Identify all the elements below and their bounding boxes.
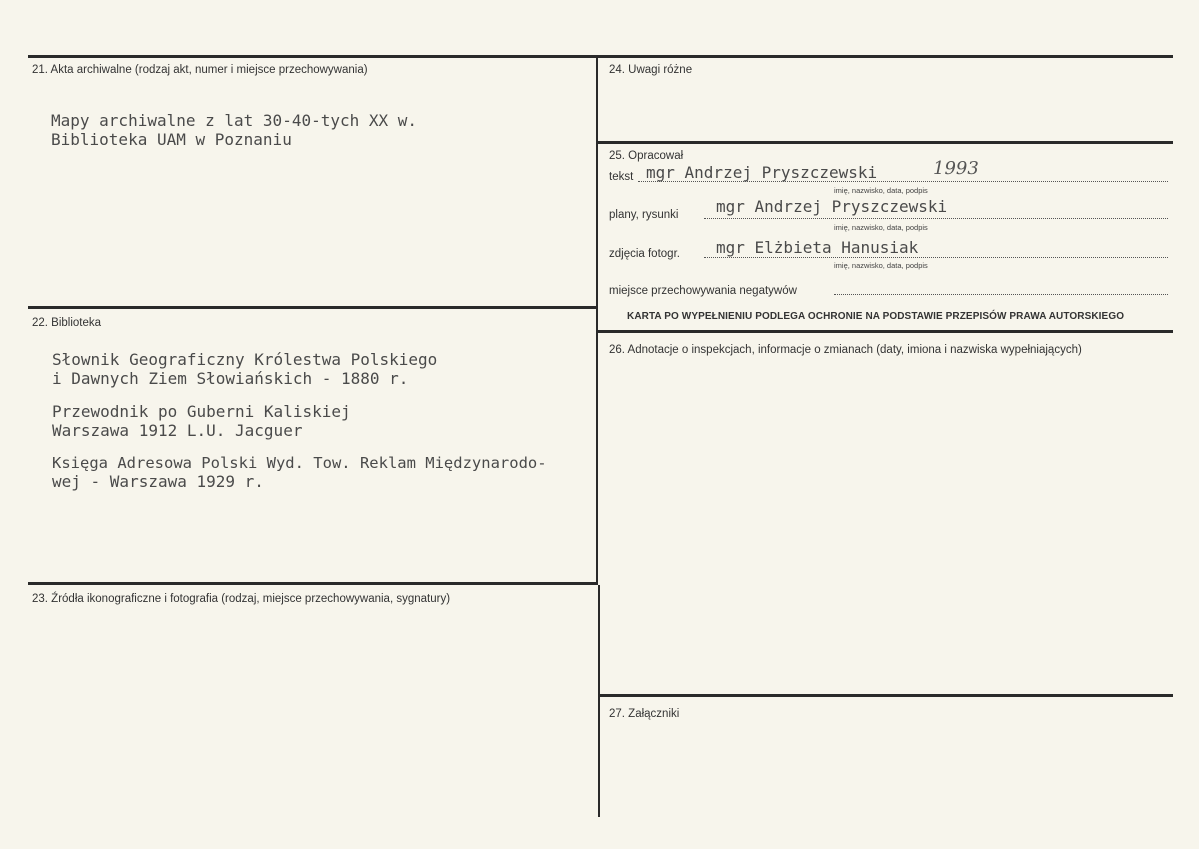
center-divider — [596, 57, 598, 585]
section-22-label: 22. Biblioteka — [32, 317, 102, 329]
divider-26-27 — [598, 694, 1173, 697]
plany-dotted-line — [704, 218, 1168, 219]
section-22-line-3: Przewodnik po Guberni Kaliskiej — [52, 402, 351, 421]
tekst-label: tekst — [609, 171, 634, 183]
divider-21-22 — [28, 306, 598, 309]
tekst-caption: imię, nazwisko, data, podpis — [834, 186, 928, 195]
zdjecia-value: mgr Elżbieta Hanusiak — [716, 238, 919, 257]
top-border — [28, 55, 1173, 58]
zdjecia-caption: imię, nazwisko, data, podpis — [834, 261, 928, 270]
negatywy-dotted-line — [834, 294, 1168, 295]
tekst-year: 1993 — [933, 158, 979, 179]
section-26-label: 26. Adnotacje o inspekcjach, informacje o zmianach (daty, imiona i nazwiska wypełniających) — [609, 344, 1082, 356]
zdjecia-label: zdjęcia fotogr. — [609, 248, 680, 260]
plany-caption: imię, nazwisko, data, podpis — [834, 223, 928, 232]
tekst-value: mgr Andrzej Pryszczewski — [646, 163, 878, 182]
divider-22-23 — [28, 582, 598, 585]
section-22-line-2: i Dawnych Ziem Słowiańskich - 1880 r. — [52, 369, 409, 388]
section-22-line-6: wej - Warszawa 1929 r. — [52, 472, 264, 491]
section-23-label: 23. Źródła ikonograficzne i fotografia (rodzaj, miejsce przechowywania, sygnatury) — [32, 593, 451, 605]
section-21-label: 21. Akta archiwalne (rodzaj akt, numer i miejsce przechowywania) — [32, 64, 368, 76]
plany-label: plany, rysunki — [609, 209, 679, 221]
section-24-label: 24. Uwagi różne — [609, 64, 693, 76]
divider-25-26 — [598, 330, 1173, 333]
section-27-label: 27. Załączniki — [609, 708, 680, 720]
section-22-line-5: Księga Adresowa Polski Wyd. Tow. Reklam Międzynarodo- — [52, 454, 547, 472]
divider-24-25 — [598, 141, 1173, 144]
section-22-line-1: Słownik Geograficzny Królestwa Polskiego — [52, 350, 438, 369]
section-21-line-2: Biblioteka UAM w Poznaniu — [51, 130, 292, 149]
negatywy-label: miejsce przechowywania negatywów — [609, 285, 797, 297]
section-22-line-4: Warszawa 1912 L.U. Jacguer — [52, 421, 303, 440]
zdjecia-dotted-line — [704, 257, 1168, 258]
right-column-border — [598, 585, 600, 817]
plany-value: mgr Andrzej Pryszczewski — [716, 197, 948, 216]
section-21-line-1: Mapy archiwalne z lat 30-40-tych XX w. — [51, 111, 418, 130]
copyright-notice: KARTA PO WYPEŁNIENIU PODLEGA OCHRONIE NA PODSTAWIE PRZEPISÓW PRAWA AUTORSKIEGO — [627, 311, 1125, 322]
section-25-label: 25. Opracował — [609, 150, 684, 162]
